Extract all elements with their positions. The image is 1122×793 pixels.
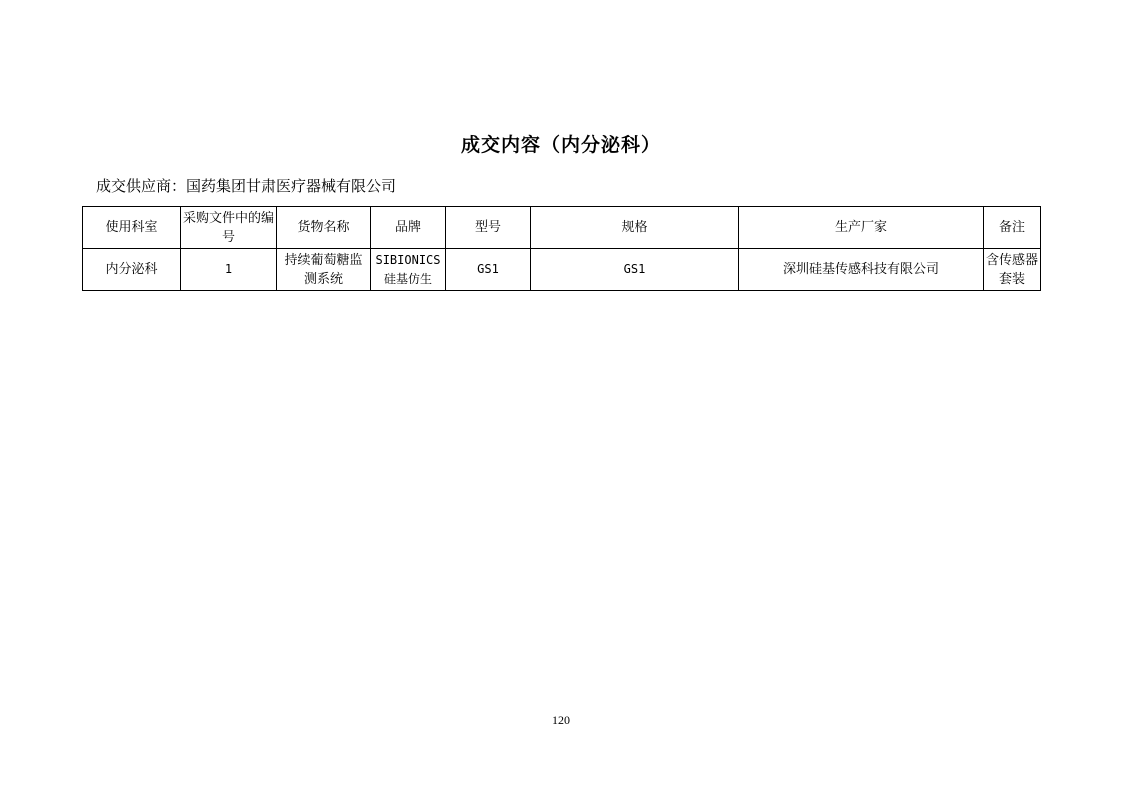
header-dept: 使用科室: [83, 207, 181, 249]
header-note: 备注: [984, 207, 1041, 249]
header-proc-no: 采购文件中的编号: [181, 207, 277, 249]
cell-dept: 内分泌科: [83, 249, 181, 291]
document-title: 成交内容（内分泌科）: [460, 134, 661, 156]
cell-goods: 持续葡萄糖监测系统: [277, 249, 371, 291]
cell-proc-no: 1: [181, 249, 277, 291]
cell-spec: GS1: [531, 249, 739, 291]
page-number: 120: [552, 713, 570, 727]
supplier-line: 成交供应商：国药集团甘肃医疗器械有限公司: [96, 177, 397, 195]
header-brand: 品牌: [371, 207, 446, 249]
cell-note: 含传感器套装: [984, 249, 1041, 291]
cell-model: GS1: [446, 249, 531, 291]
table-row: [83, 249, 1041, 291]
header-model: 型号: [446, 207, 531, 249]
cell-maker: 深圳硅基传感科技有限公司: [739, 249, 984, 291]
header-spec: 规格: [531, 207, 739, 249]
deal-table: [82, 206, 1041, 291]
header-goods: 货物名称: [277, 207, 371, 249]
table-header-row: [83, 207, 1041, 249]
cell-brand: SIBIONICS硅基仿生: [371, 249, 446, 291]
header-maker: 生产厂家: [739, 207, 984, 249]
